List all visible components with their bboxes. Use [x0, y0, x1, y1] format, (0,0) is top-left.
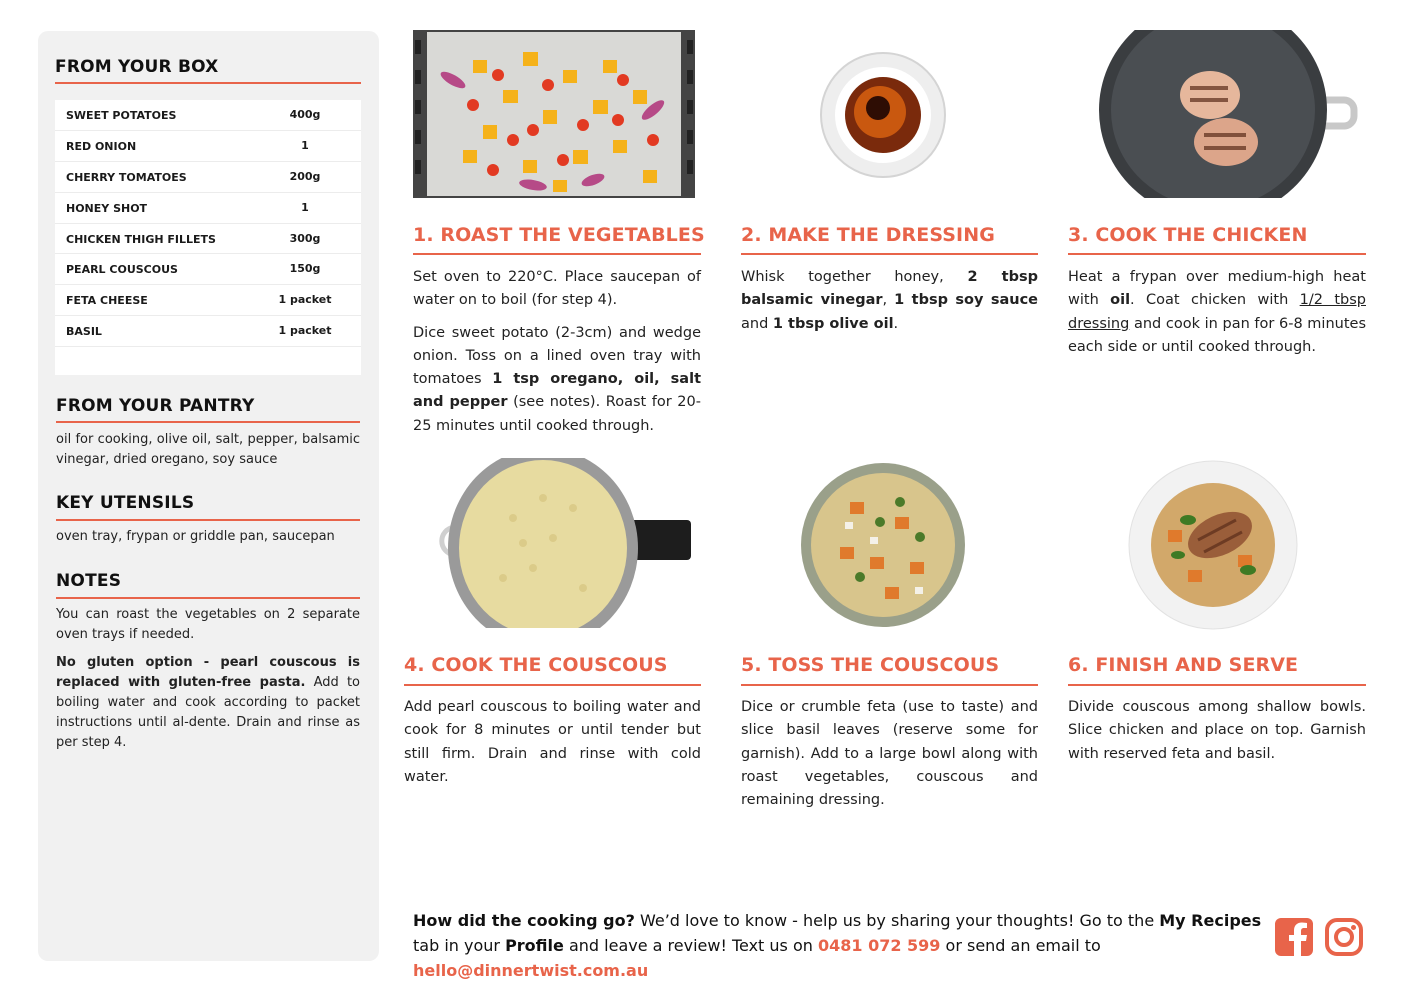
pantry-heading-rule — [56, 421, 360, 423]
utensils-heading-rule — [56, 519, 360, 521]
table-row — [55, 100, 361, 131]
step-6-text: Divide couscous among shallow bowls. Slice chicken and place on top. Garnish with reserved feta and basil. — [1068, 699, 1366, 762]
step-5-rule — [741, 684, 1038, 686]
table-row — [55, 224, 361, 255]
ingredients-sidebar — [38, 31, 379, 961]
step-4-title: 4. COOK THE COUSCOUS — [404, 654, 668, 676]
ingredient-name: CHERRY TOMATOES — [66, 170, 187, 184]
bold-span: 1 tbsp soy sauce — [894, 292, 1039, 309]
table-row — [55, 193, 361, 224]
step-3-text — [1068, 266, 1366, 368]
box-heading: FROM YOUR BOX — [55, 57, 219, 77]
text-span: . — [893, 315, 899, 332]
bold-span: Profile — [505, 936, 564, 955]
bold-span: My Recipes — [1159, 911, 1262, 930]
text-span: Heat a frypan over medium-high heat with — [1068, 269, 1366, 309]
bold-span: 1 tbsp olive oil — [772, 315, 894, 332]
step-1-paragraph-1: Set oven to 220°C. Place saucepan of water on to boil (for step 4). — [413, 269, 701, 309]
table-row — [55, 285, 361, 316]
ingredient-qty: 300g — [289, 231, 321, 245]
text-span: and cook in pan for 6-8 minutes each side or until cooked through. — [1068, 315, 1366, 355]
pantry-heading: FROM YOUR PANTRY — [56, 396, 255, 416]
utensils-text: oven tray, frypan or griddle pan, saucepan — [56, 529, 335, 544]
utensils-heading: KEY UTENSILS — [56, 493, 195, 513]
text-span: tab in your — [413, 936, 506, 955]
step-6-title: 6. FINISH AND SERVE — [1068, 654, 1299, 676]
phone-link[interactable]: 0481 072 599 — [817, 936, 941, 955]
table-row — [55, 316, 361, 347]
step-3-rule — [1068, 253, 1366, 255]
step-1-title: 1. ROAST THE VEGETABLES — [413, 224, 705, 246]
text-span: and leave a review! Text us on — [563, 936, 818, 955]
ingredient-name: HONEY SHOT — [66, 201, 148, 215]
step-4-text: Add pearl couscous to boiling water and cook for 8 minutes or until tender but still firm. Drain and rinse with cold water. — [404, 699, 701, 785]
notes-rest: Add to boiling water and cook according to packet instructions until al-dente. Drain and rinse as per step 4. — [56, 675, 360, 750]
notes-text-1: You can roast the vegetables on 2 separate oven trays if needed. — [56, 607, 360, 642]
step-2-paragraph — [741, 266, 1038, 336]
ingredient-name: SWEET POTATOES — [66, 109, 177, 122]
notes-heading-rule — [56, 597, 360, 599]
notes-heading: NOTES — [56, 571, 122, 591]
ingredient-qty: 1 — [301, 200, 309, 214]
step-3-title: 3. COOK THE CHICKEN — [1068, 224, 1308, 246]
bold-span: 1 tsp oregano, oil, salt and pepper — [413, 371, 701, 411]
text-span: Whisk together honey, — [741, 269, 968, 285]
bold-span: oil — [1110, 292, 1131, 309]
table-row — [55, 254, 361, 285]
table-row — [55, 131, 361, 162]
text-span: and — [741, 315, 773, 332]
email-link[interactable]: hello@dinnertwist.com.au — [413, 961, 649, 980]
step-2-rule — [741, 253, 1038, 255]
footer-question: How did the cooking go? — [413, 911, 635, 930]
step-3-paragraph — [1068, 266, 1366, 359]
step-4-rule — [404, 684, 701, 686]
facebook-icon[interactable] — [1275, 918, 1313, 956]
step-2-title: 2. MAKE THE DRESSING — [741, 224, 995, 246]
chicken-pan-photo — [1098, 30, 1358, 198]
ingredient-qty: 150g — [289, 262, 321, 276]
step-5-title: 5. TOSS THE COUSCOUS — [741, 654, 1000, 676]
instagram-icon[interactable] — [1325, 918, 1363, 956]
ingredient-qty: 400g — [289, 108, 321, 121]
ingredient-name: RED ONION — [66, 139, 137, 153]
couscous-pot-photo — [423, 458, 693, 628]
ingredient-qty: 1 packet — [278, 293, 332, 307]
roast-vegetables-photo — [413, 30, 695, 198]
text-span: . Coat chicken with — [1130, 292, 1300, 309]
table-row — [55, 162, 361, 193]
step-5-text: Dice or crumble feta (use to taste) and slice basil leaves (reserve some for garnish). Add to a large bowl along with roast vegetables, couscous and remaining dressing. — [741, 699, 1038, 809]
step-1-text — [413, 266, 701, 447]
step-6-rule — [1068, 684, 1366, 686]
ingredient-qty: 1 packet — [278, 324, 332, 338]
feedback-footer — [413, 908, 1263, 983]
text-span: , — [882, 292, 895, 309]
toss-couscous-photo — [800, 462, 966, 628]
bold-span: 2 tbsp balsamic vinegar — [741, 269, 1038, 309]
ingredient-qty: 200g — [289, 169, 321, 183]
ingredient-name: PEARL COUSCOUS — [66, 263, 178, 277]
text-span: Dice sweet potato (2-3cm) and wedge onion. Toss on a lined oven tray with tomatoes — [413, 324, 701, 388]
step-1-rule — [413, 253, 701, 255]
ingredient-name: BASIL — [66, 325, 102, 339]
notes-text-2 — [56, 653, 360, 753]
text-span: We’d love to know - help us by sharing your thoughts! Go to the — [634, 911, 1160, 930]
ingredient-name: CHICKEN THIGH FILLETS — [66, 232, 216, 246]
ingredients-table — [55, 100, 361, 375]
step-2-text — [741, 266, 1038, 345]
notes-bold: No gluten option - pearl couscous is replaced with gluten-free pasta. — [56, 655, 360, 690]
text-span: or send an email to — [940, 936, 1101, 955]
ingredient-name: FETA CHEESE — [66, 294, 148, 308]
underlined-span: 1/2 tbsp dressing — [1068, 292, 1366, 332]
pantry-text: oil for cooking, olive oil, salt, pepper, balsamic vinegar, dried oregano, soy sauce — [56, 432, 360, 467]
text-span: (see notes). Roast for 20-25 minutes until cooked through. — [413, 394, 701, 434]
step-1-paragraph-2 — [413, 322, 701, 438]
box-heading-rule — [55, 82, 361, 84]
ingredient-qty: 1 — [301, 138, 309, 152]
serve-bowl-photo — [1128, 460, 1298, 630]
dressing-bowl-photo — [818, 50, 948, 180]
